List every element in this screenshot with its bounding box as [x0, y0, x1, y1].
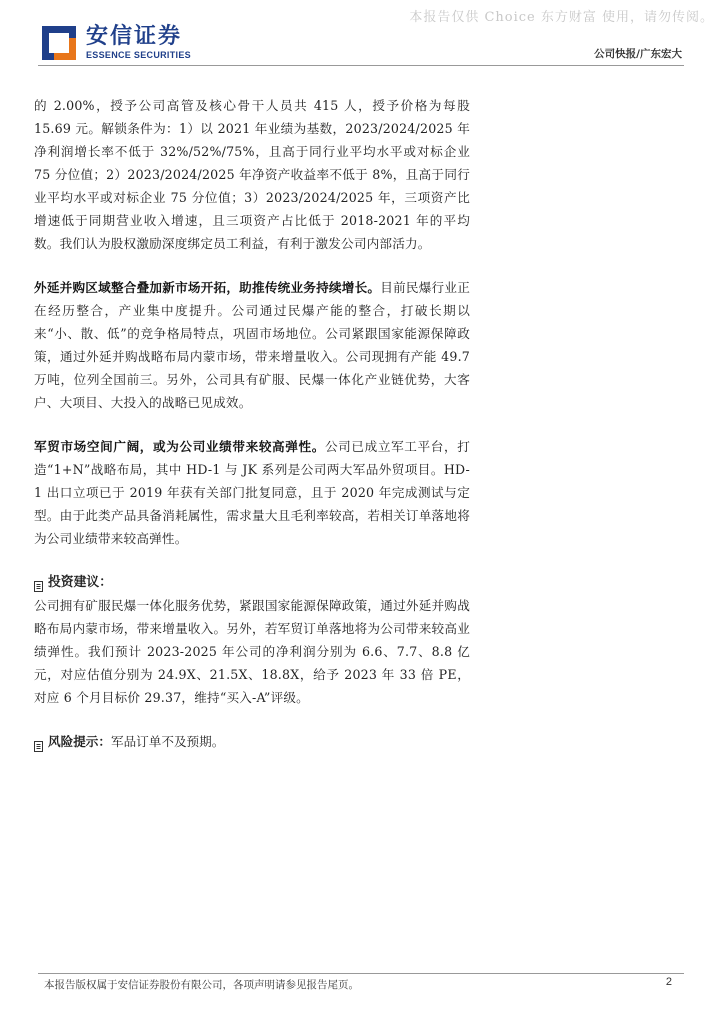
- section-bullet-icon: [34, 577, 43, 588]
- header-divider: [38, 65, 684, 66]
- report-body: [34, 94, 470, 753]
- paragraph-text: 公司拥有矿服民爆一体化服务优势，紧跟国家能源保障政策，通过外延并购战略布局内蒙市场，带来增量收入。另外，若军贸订单落地将为公司带来较高业绩弹性。我们预计 2023-2025 年公司的净利润分别为 6.6、7.7、8.8 亿元，对应估值分别为 24.9X、21.5X、18.8X，给予 2023 年 33 倍 PE，对应 6 个月目标价 29.37，维持“买入-A”评级。: [34, 598, 470, 705]
- logo-english-name: ESSENCE SECURITIES: [86, 50, 191, 60]
- risk-label: 风险提示：: [48, 734, 111, 749]
- risk-warning: [34, 730, 470, 753]
- paragraph-mergers: [34, 276, 470, 414]
- paragraph-heading: 军贸市场空间广阔，或为公司业绩带来较高弹性。: [34, 439, 325, 454]
- investment-title-text: 投资建议：: [48, 575, 112, 590]
- page-number: 2: [665, 976, 672, 988]
- company-logo: [40, 24, 191, 62]
- logo-chinese-name: 安信证券: [86, 24, 183, 49]
- paragraph-text: 公司已成立军工平台，打造“1+N”战略布局，其中 HD-1 与 JK 系列是公司两大军品外贸项目。HD-1 出口立项已于 2019 年获有关部门批复同意，且于 2020 年完成测试与定型。由于此类产品具备消耗属性，需求量大且毛利率较高，若相关订单落地将为公司业绩带来较高弹性。: [34, 439, 470, 546]
- footer-disclaimer: 本报告版权属于安信证券股份有限公司，各项声明请参见报告尾页。: [44, 979, 359, 991]
- investment-section-title: [34, 571, 470, 594]
- report-type-label: 公司快报/广东宏大: [594, 48, 682, 60]
- footer-divider: [38, 973, 684, 974]
- watermark-text: 本报告仅供 Choice 东方财富 使用，请勿传阅。: [409, 10, 714, 25]
- paragraph-text: 目前民爆行业正在经历整合，产业集中度提升。公司通过民爆产能的整合，打破长期以来“小、散、低”的竞争格局特点，巩固市场地位。公司紧跟国家能源保障政策，通过外延并购战略布局内蒙市场，带来增量收入。公司现拥有产能 49.7 万吨，位列全国前三。另外，公司具有矿服、民爆一体化产业链优势，大客户、大项目、大投入的战略已见成效。: [34, 280, 470, 410]
- paragraph-heading: 外延并购区域整合叠加新市场开拓，助推传统业务持续增长。: [34, 280, 381, 295]
- logo-mark-icon: [40, 24, 78, 62]
- paragraph-investment-advice: [34, 594, 470, 709]
- section-bullet-icon: [34, 736, 43, 747]
- risk-text: 军品订单不及预期。: [110, 734, 225, 749]
- paragraph-military-trade: [34, 435, 470, 550]
- paragraph-text: 的 2.00%，授予公司高管及核心骨干人员共 415 人，授予价格为每股 15.69 元。解锁条件为：1）以 2021 年业绩为基数，2023/2024/2025 年净利润增长率不低于 32%/52%/75%，且高于同行业平均水平或对标企业 75 分位值；2）2023/2024/2025 年净资产收益率不低于 8%，且高于同行业平均水平或对标企业 75 分位值；3）2023/2024/2025 年，三项资产比增速低于同期营业收入增速，且三项资产占比低于 2018-2021 年的平均数。我们认为股权激励深度绑定员工利益，有利于激发公司内部活力。: [34, 98, 470, 251]
- paragraph-equity-incentive: [34, 94, 470, 255]
